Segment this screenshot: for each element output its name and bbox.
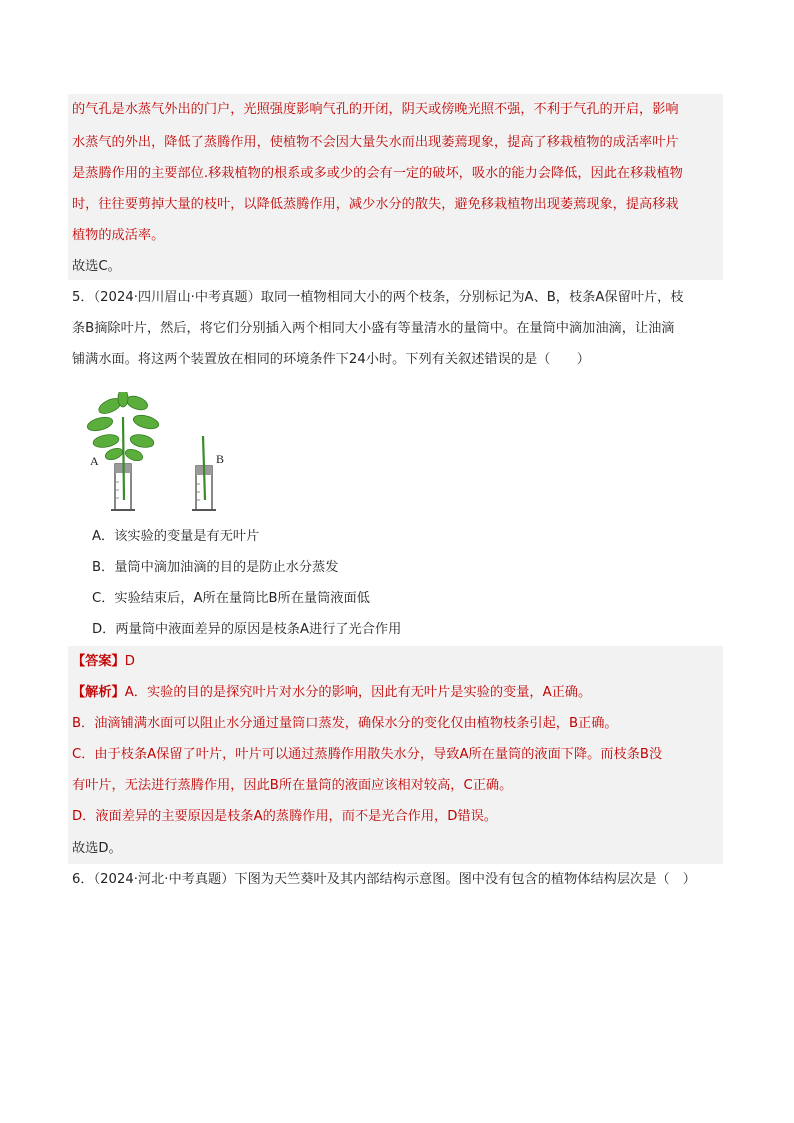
analysis-text: A．实验的目的是探究叶片对水分的影响，因此有无叶片是实验的变量，A正确。 <box>124 685 592 700</box>
prev-explanation-background <box>68 94 723 280</box>
question-5-stem-line: 条B摘除叶片，然后，将它们分别插入两个相同大小盛有等量清水的量筒中。在量筒中滴加油滴，让油滴 <box>72 321 675 336</box>
prev-explanation-line: 水蒸气的外出，降低了蒸腾作用，使植物不会因大量失水而出现萎蔫现象，提高了移栽植物的成活率叶片 <box>72 135 679 150</box>
prev-explanation-line: 时，往往要剪掉大量的枝叶，以降低蒸腾作用，减少水分的散失，避免移栽植物出现萎蔫现象，提高移栽 <box>72 197 679 212</box>
cylinder-b <box>192 436 216 510</box>
cylinder-a <box>111 417 135 510</box>
question-6-stem: 6．（2024·河北·中考真题）下图为天竺葵叶及其内部结构示意图。图中没有包含的植物体结构层次是（ ） <box>72 872 696 887</box>
analysis-line: 有叶片，无法进行蒸腾作用，因此B所在量筒的液面应该相对较高，C正确。 <box>72 778 513 793</box>
answer-value: D <box>124 654 135 669</box>
analysis-line <box>72 683 591 703</box>
option-a: A．该实验的变量是有无叶片 <box>92 529 260 544</box>
label-a: A <box>90 454 99 468</box>
option-d: D．两量筒中液面差异的原因是枝条A进行了光合作用 <box>92 622 402 637</box>
prev-explanation-line: 是蒸腾作用的主要部位.移栽植物的根系或多或少的会有一定的破坏，吸水的能力会降低，因此在移栽植物 <box>72 166 683 181</box>
analysis-line: B．油滴铺满水面可以阻止水分通过量筒口蒸发，确保水分的变化仅由植物枝条引起，B正确。 <box>72 716 618 731</box>
answer-tag: 【答案】 <box>72 654 125 669</box>
label-b: B <box>216 452 225 466</box>
analysis-line: C．由于枝条A保留了叶片，叶片可以通过蒸腾作用散失水分，导致A所在量筒的液面下降。而枝条B没 <box>72 747 663 762</box>
prev-conclusion: 故选C。 <box>72 259 121 274</box>
question-5-stem-line: 5．（2024·四川眉山·中考真题）取同一植物相同大小的两个枝条，分别标记为A、B，枝条A保留叶片，枝 <box>72 290 684 305</box>
option-b: B．量筒中滴加油滴的目的是防止水分蒸发 <box>92 560 339 575</box>
answer-line <box>72 652 135 672</box>
option-c: C．实验结束后，A所在量筒比B所在量筒液面低 <box>92 591 370 606</box>
prev-explanation-line: 植物的成活率。 <box>72 228 165 243</box>
experiment-figure <box>84 392 234 522</box>
conclusion: 故选D。 <box>72 841 122 856</box>
prev-explanation-line: 的气孔是水蒸气外出的门户，光照强度影响气孔的开闭，阴天或傍晚光照不强，不利于气孔的开启，影响 <box>72 102 679 117</box>
graduated-cylinders-illustration <box>84 392 234 522</box>
analysis-tag: 【解析】 <box>72 685 125 700</box>
question-5-stem-line: 铺满水面。将这两个装置放在相同的环境条件下24小时。下列有关叙述错误的是（ ） <box>72 352 590 367</box>
analysis-line: D．液面差异的主要原因是枝条A的蒸腾作用，而不是光合作用，D错误。 <box>72 809 497 824</box>
